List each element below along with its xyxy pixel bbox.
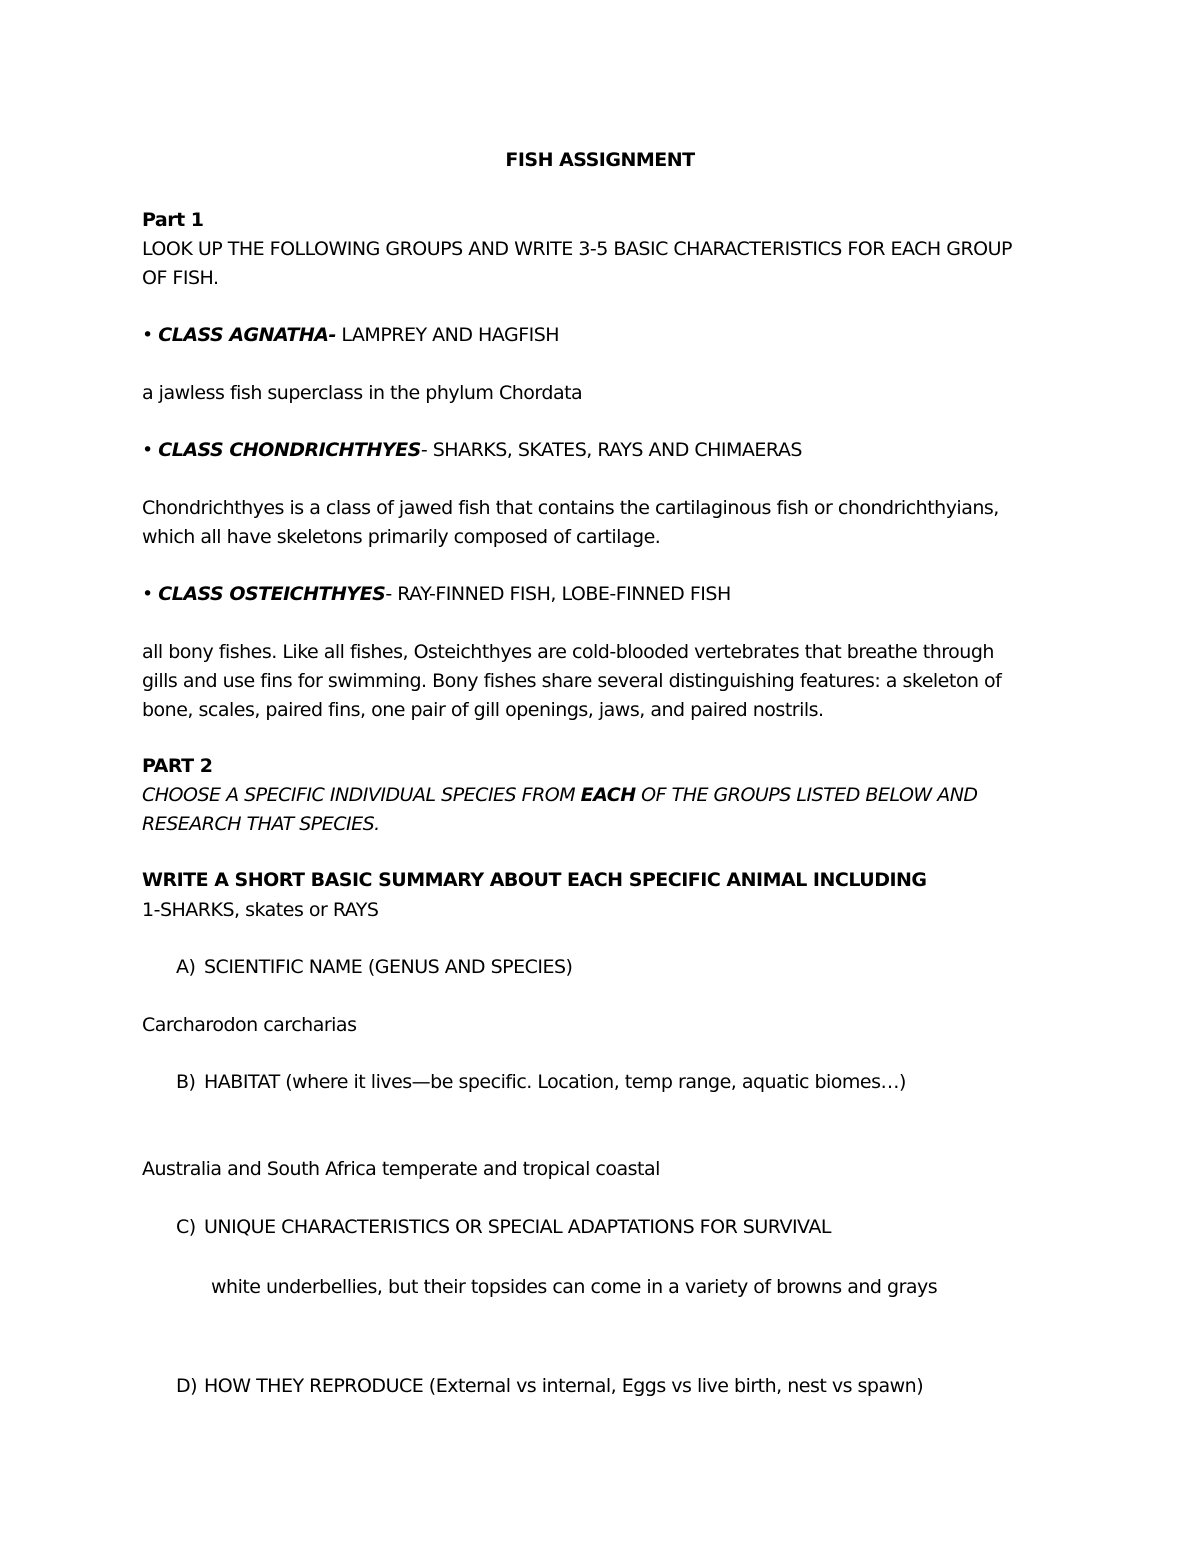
part2-instruction-line2: RESEARCH THAT SPECIES. bbox=[142, 813, 380, 835]
group-chondrichthyes bbox=[142, 436, 802, 465]
answer-chondrichthyes-line2: which all have skeletons primarily composed of cartilage. bbox=[142, 526, 661, 548]
question-b bbox=[176, 1068, 906, 1097]
class-members: - SHARKS, SKATES, RAYS AND CHIMAERAS bbox=[420, 439, 802, 461]
class-name: CLASS CHONDRICHTHYES bbox=[158, 439, 421, 461]
part1-instruction-line1: LOOK UP THE FOLLOWING GROUPS AND WRITE 3-5 BASIC CHARACTERISTICS FOR EACH GROUP bbox=[142, 238, 1012, 260]
bullet-icon: • bbox=[142, 583, 153, 605]
question-text: HABITAT (where it lives—be specific. Location, temp range, aquatic biomes…) bbox=[204, 1071, 906, 1093]
part2-heading: PART 2 bbox=[142, 755, 213, 777]
bullet-icon: • bbox=[142, 324, 153, 346]
answer-osteichthyes-line3: bone, scales, paired fins, one pair of gill openings, jaws, and paired nostrils. bbox=[142, 699, 824, 721]
answer-osteichthyes-line2: gills and use fins for swimming. Bony fishes share several distinguishing features: a skeleton of bbox=[142, 670, 1002, 692]
question-a bbox=[176, 953, 572, 982]
question-text: SCIENTIFIC NAME (GENUS AND SPECIES) bbox=[204, 956, 573, 978]
answer-osteichthyes-line1: all bony fishes. Like all fishes, Osteichthyes are cold-blooded vertebrates that breathe through bbox=[142, 641, 994, 663]
part1-instruction-line2: OF FISH. bbox=[142, 267, 219, 289]
answer-a: Carcharodon carcharias bbox=[142, 1014, 357, 1036]
part1-heading: Part 1 bbox=[142, 209, 204, 231]
part2-instruction-line1 bbox=[142, 781, 978, 810]
page-title: FISH ASSIGNMENT bbox=[505, 149, 695, 171]
question-text: UNIQUE CHARACTERISTICS OR SPECIAL ADAPTATIONS FOR SURVIVAL bbox=[204, 1216, 831, 1238]
instruction-text: CHOOSE A SPECIFIC INDIVIDUAL SPECIES FROM bbox=[142, 784, 581, 806]
question-d bbox=[176, 1372, 923, 1401]
list-marker: A) bbox=[176, 956, 196, 978]
bullet-icon: • bbox=[142, 439, 153, 461]
class-members: - RAY-FINNED FISH, LOBE-FINNED FISH bbox=[385, 583, 731, 605]
instruction-text: OF THE GROUPS LISTED BELOW AND bbox=[635, 784, 978, 806]
list-marker: B) bbox=[176, 1071, 196, 1093]
class-name: CLASS AGNATHA- bbox=[158, 324, 336, 346]
list-marker: D) bbox=[176, 1375, 198, 1397]
summary-heading: WRITE A SHORT BASIC SUMMARY ABOUT EACH SPECIFIC ANIMAL INCLUDING bbox=[142, 869, 927, 891]
answer-c: white underbellies, but their topsides can come in a variety of browns and grays bbox=[211, 1276, 938, 1298]
group-agnatha bbox=[142, 321, 559, 350]
class-members: LAMPREY AND HAGFISH bbox=[335, 324, 560, 346]
question-c bbox=[176, 1213, 831, 1242]
answer-chondrichthyes-line1: Chondrichthyes is a class of jawed fish that contains the cartilaginous fish or chondrichthyians, bbox=[142, 497, 999, 519]
answer-agnatha: a jawless fish superclass in the phylum Chordata bbox=[142, 382, 583, 404]
group-label: 1-SHARKS, skates or RAYS bbox=[142, 899, 379, 921]
group-osteichthyes bbox=[142, 580, 731, 609]
question-text: HOW THEY REPRODUCE (External vs internal, Eggs vs live birth, nest vs spawn) bbox=[204, 1375, 924, 1397]
list-marker: C) bbox=[176, 1216, 196, 1238]
instruction-emphasis: EACH bbox=[580, 784, 636, 806]
answer-b: Australia and South Africa temperate and tropical coastal bbox=[142, 1158, 660, 1180]
class-name: CLASS OSTEICHTHYES bbox=[158, 583, 386, 605]
